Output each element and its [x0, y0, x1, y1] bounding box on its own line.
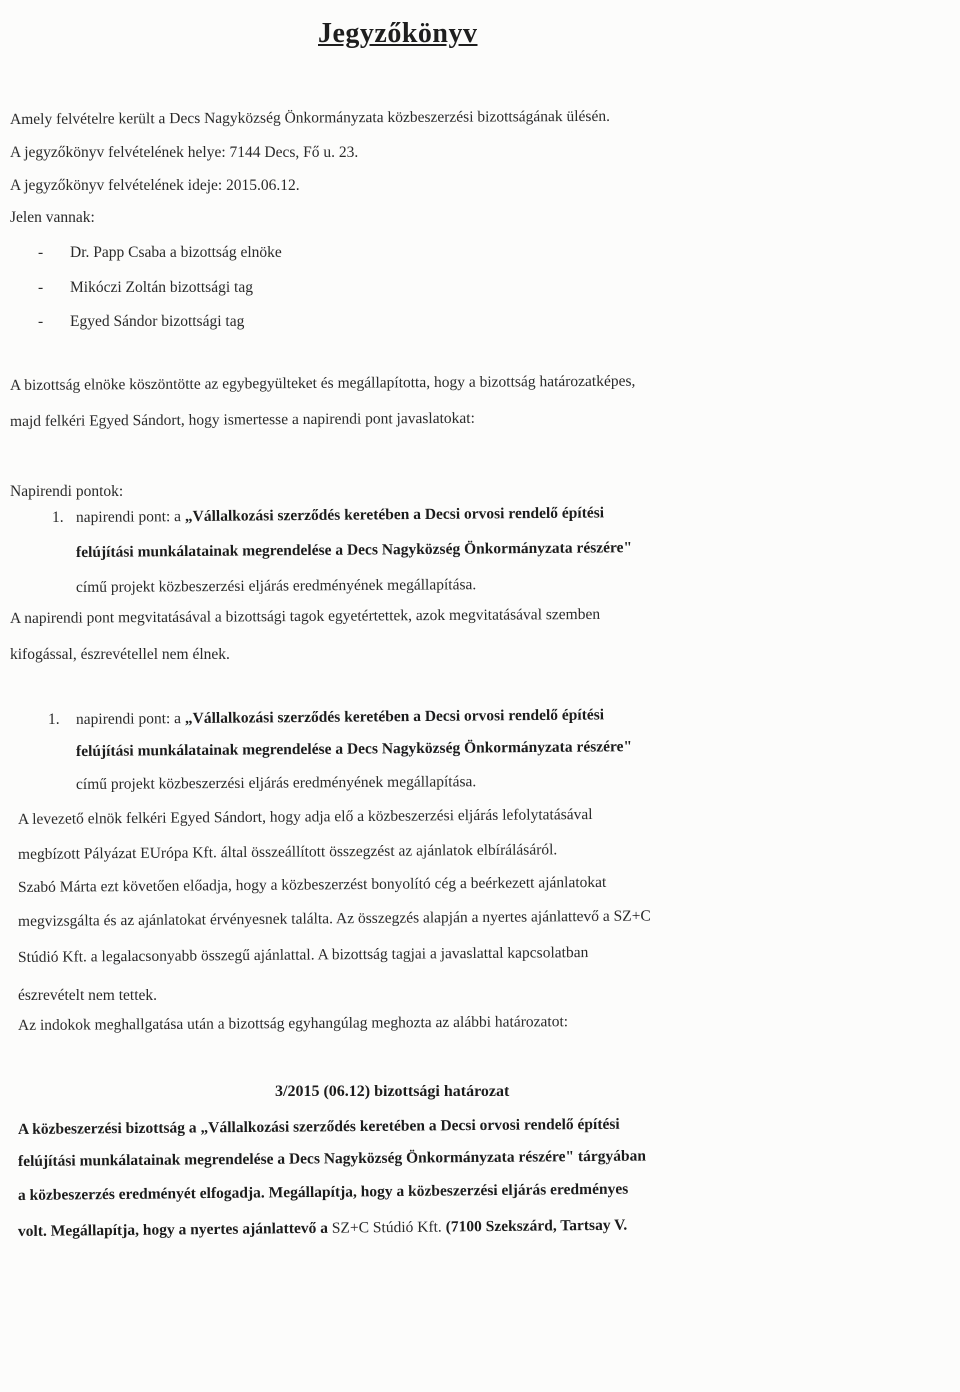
resolution-text: felújítási munkálatainak megrendelése a Decs Nagyközség Önkormányzata részére" — [17, 1148, 575, 1170]
discussion-line: A napirendi pont megvitatásával a bizottsági tagok egyetértettek, azok megvitatásával szemben — [9, 605, 601, 627]
resolution-line — [18, 1147, 646, 1172]
attendee-item: Dr. Papp Csaba a bizottság elnöke — [70, 244, 282, 261]
opening-line: A bizottság elnöke köszöntötte az egybegyülteket és megállapította, hogy a bizottság határozatképes, — [9, 372, 636, 394]
body-line: A levezető elnök felkéri Egyed Sándort, hogy adja elő a közbeszerzési eljárás lefolytatásával — [17, 805, 593, 828]
attendee-dash: - — [38, 313, 44, 330]
agenda-tail: című projekt közbeszerzési eljárás eredményének megállapítása. — [75, 576, 477, 596]
attendee-item: Mikóczi Zoltán bizottsági tag — [70, 279, 253, 296]
resolution-text: volt. Megállapítja, hogy a nyertes ajánlattevő a — [17, 1219, 332, 1240]
document-title: Jegyzőkönyv — [318, 18, 478, 49]
resolution-line — [18, 1216, 627, 1242]
resolution-heading: 3/2015 (06.12) bizottsági határozat — [275, 1083, 510, 1100]
agenda-prefix: napirendi pont: a — [75, 710, 185, 728]
discussion-line: kifogással, észrevétellel nem élnek. — [10, 646, 230, 663]
resolution-text: „Vállalkozási szerződés keretében a Decsi orvosi rendelő építési — [200, 1115, 620, 1137]
body-line: megbízott Pályázat EUrópa Kft. által összeállított összegzést az ajánlatok elbírálásáról. — [17, 841, 558, 863]
agenda-subject-line: felújítási munkálatainak megrendelése a Decs Nagyközség Önkormányzata részére" — [75, 738, 633, 760]
agenda-prefix: napirendi pont: a — [75, 508, 185, 526]
resolution-text: tárgyában — [573, 1147, 647, 1166]
agenda-heading: Napirendi pontok: — [10, 483, 124, 500]
resolution-line: a közbeszerzés eredményét elfogadja. Megállapítja, hogy a közbeszerzési eljárás eredményes — [17, 1180, 629, 1204]
agenda-number: 1. — [52, 509, 64, 526]
intro-line: Amely felvételre került a Decs Nagyközség Önkormányzata közbeszerzési bizottságának ülésén. — [9, 107, 610, 128]
body-line: Szabó Márta ezt követően előadja, hogy a közbeszerzést bonyolító cég a beérkezett ajánlatokat — [17, 873, 607, 896]
agenda-tail: című projekt közbeszerzési eljárás eredményének megállapítása. — [75, 773, 477, 793]
body-line: megvizsgálta és az ajánlatokat érvényesnek találta. Az összegzés alapján a nyertes ajánlattevő a SZ+C — [17, 907, 651, 930]
intro-line: A jegyzőkönyv felvételének helye: 7144 Decs, Fő u. 23. — [10, 144, 359, 161]
agenda-item-line — [76, 705, 604, 730]
opening-line: majd felkéri Egyed Sándort, hogy ismertesse a napirendi pont javaslatokat: — [9, 409, 475, 430]
body-line: Stúdió Kft. a legalacsonyabb összegű ajánlattal. A bizottság tagjai a javaslattal kapcsolatban — [17, 944, 589, 966]
attendee-dash: - — [38, 244, 44, 261]
agenda-number: 1. — [48, 711, 60, 728]
attendee-dash: - — [38, 279, 44, 296]
resolution-line — [18, 1115, 620, 1140]
agenda-item-line — [76, 503, 604, 528]
agenda-subject-line: felújítási munkálatainak megrendelése a Decs Nagyközség Önkormányzata részére" — [75, 539, 633, 561]
body-line: észrevételt nem tettek. — [18, 987, 158, 1004]
agenda-subject: „Vállalkozási szerződés keretében a Decsi orvosi rendelő építési — [184, 706, 605, 728]
attendee-item: Egyed Sándor bizottsági tag — [70, 313, 245, 330]
resolution-text: A közbeszerzési bizottság a — [17, 1119, 201, 1138]
intro-line: A jegyzőkönyv felvételének ideje: 2015.06.12. — [10, 177, 300, 194]
resolution-text: SZ+C Stúdió Kft. — [331, 1218, 442, 1237]
resolution-text: (7100 Szekszárd, Tartsay V. — [441, 1216, 628, 1236]
body-line: Az indokok meghallgatása után a bizottság egyhangúlag meghozta az alábbi határozatot: — [17, 1013, 569, 1034]
agenda-subject: „Vállalkozási szerződés keretében a Decsi orvosi rendelő építési — [184, 504, 605, 526]
intro-line: Jelen vannak: — [10, 209, 95, 226]
